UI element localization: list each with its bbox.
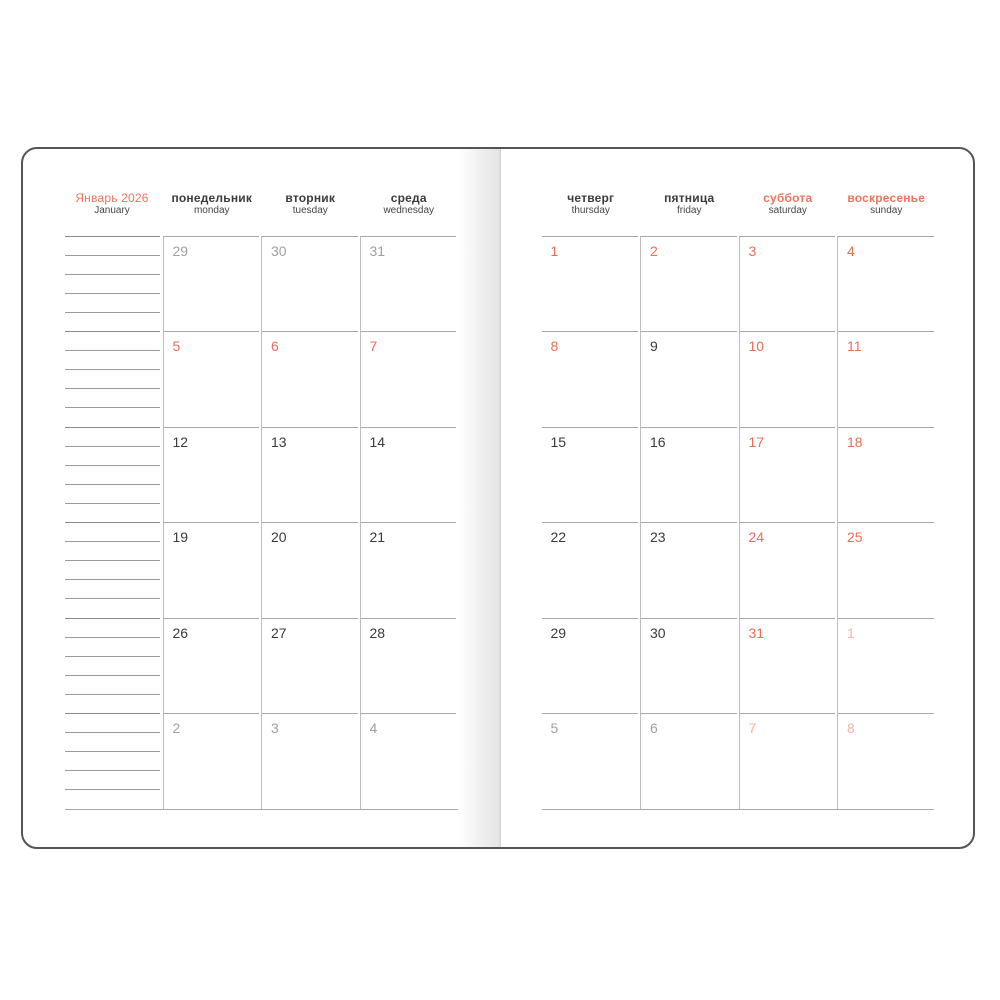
day-cell[interactable] [640, 331, 737, 427]
weekday-header-saturday [739, 192, 838, 216]
day-cell[interactable] [163, 618, 260, 714]
day-cell[interactable] [261, 236, 358, 332]
day-cell[interactable] [739, 522, 836, 618]
weekday-header-wednesday [360, 192, 459, 216]
day-cell[interactable] [163, 713, 260, 809]
weekday-name-en: wednesday [383, 205, 435, 216]
weekday-name: воскресенье [847, 191, 926, 205]
day-cell[interactable] [542, 618, 639, 714]
day-number: 8 [847, 720, 855, 736]
day-number: 11 [847, 338, 862, 354]
weekday-name-en: saturday [768, 205, 807, 216]
note-line [65, 598, 160, 599]
day-cell[interactable] [739, 236, 836, 332]
month-title: Январь 2026 [75, 191, 149, 205]
day-number: 3 [271, 720, 279, 736]
note-line [65, 331, 160, 332]
note-line [65, 656, 160, 657]
day-number: 5 [172, 338, 181, 354]
day-number: 2 [172, 720, 181, 736]
day-cell[interactable] [360, 236, 457, 332]
day-cell[interactable] [360, 522, 457, 618]
day-number: 30 [271, 242, 287, 259]
day-cell[interactable] [360, 331, 457, 427]
day-cell[interactable] [542, 427, 639, 523]
day-number: 3 [748, 242, 757, 259]
day-number: 30 [650, 624, 666, 641]
day-cell[interactable] [837, 427, 934, 523]
week-notes[interactable] [65, 331, 160, 427]
day-cell[interactable] [739, 427, 836, 523]
note-line [65, 579, 160, 580]
day-cell[interactable] [640, 618, 737, 714]
day-cell[interactable] [163, 427, 260, 523]
weekday-name-en: sunday [870, 205, 903, 216]
month-subtitle: January [94, 205, 130, 216]
note-line [65, 618, 160, 619]
day-number: 13 [271, 433, 287, 450]
note-line [65, 770, 160, 771]
week-notes[interactable] [65, 713, 160, 809]
weekday-name: вторник [285, 191, 336, 205]
note-line [65, 312, 160, 313]
day-number: 16 [650, 433, 666, 450]
day-number: 12 [172, 433, 189, 450]
day-cell[interactable] [837, 522, 934, 618]
day-number: 21 [369, 529, 386, 545]
day-number: 4 [847, 242, 855, 259]
day-number: 31 [748, 624, 765, 641]
day-cell[interactable] [261, 713, 358, 809]
day-cell[interactable] [542, 713, 639, 809]
weekday-name: среда [390, 191, 427, 205]
day-cell[interactable] [261, 427, 358, 523]
weekday-name: суббота [763, 191, 813, 205]
day-cell[interactable] [837, 618, 934, 714]
day-number: 14 [369, 433, 386, 450]
day-number: 28 [369, 624, 386, 641]
day-number: 1 [847, 624, 855, 641]
note-line [65, 484, 160, 485]
day-cell[interactable] [739, 618, 836, 714]
day-number: 29 [550, 624, 567, 641]
note-line [65, 236, 160, 237]
note-line [65, 637, 160, 638]
month-header [65, 192, 160, 216]
gutter-edge [500, 149, 501, 847]
note-line [65, 255, 160, 256]
weekday-name: понедельник [171, 191, 253, 205]
day-cell[interactable] [542, 236, 639, 332]
week-notes[interactable] [65, 427, 160, 523]
day-number: 6 [650, 720, 658, 736]
weekday-name-en: thursday [571, 205, 610, 216]
note-line [65, 751, 160, 752]
day-cell[interactable] [739, 713, 836, 809]
page-gutter [459, 149, 501, 847]
day-cell[interactable] [837, 331, 934, 427]
weekday-name-en: tuesday [292, 205, 328, 216]
weekday-header-tuesday [261, 192, 360, 216]
bottom-rule-left [65, 809, 459, 810]
day-number: 29 [172, 242, 189, 259]
day-cell[interactable] [261, 522, 358, 618]
note-line [65, 560, 160, 561]
day-cell[interactable] [261, 618, 358, 714]
note-line [65, 503, 160, 504]
week-notes[interactable] [65, 236, 160, 332]
weekday-header-sunday [837, 192, 936, 216]
day-number: 9 [650, 338, 658, 354]
note-line [65, 732, 160, 733]
weekday-name-en: monday [193, 205, 230, 216]
day-cell[interactable] [739, 331, 836, 427]
day-number: 6 [271, 338, 279, 354]
note-line [65, 388, 160, 389]
note-line [65, 522, 160, 523]
note-line [65, 541, 160, 542]
day-number: 27 [271, 624, 287, 641]
day-cell[interactable] [640, 427, 737, 523]
note-line [65, 694, 160, 695]
day-cell[interactable] [163, 236, 260, 332]
note-line [65, 446, 160, 447]
day-cell[interactable] [163, 522, 260, 618]
day-cell[interactable] [837, 236, 934, 332]
note-line [65, 713, 160, 714]
weekday-name: четверг [567, 191, 615, 205]
day-cell[interactable] [360, 427, 457, 523]
day-number: 10 [748, 338, 765, 354]
day-number: 7 [369, 338, 378, 354]
day-cell[interactable] [640, 236, 737, 332]
day-number: 22 [550, 529, 567, 545]
day-number: 5 [550, 720, 559, 736]
note-line [65, 274, 160, 275]
planner-spread [21, 147, 975, 849]
weekday-header-monday [163, 192, 262, 216]
day-cell[interactable] [261, 331, 358, 427]
day-cell[interactable] [542, 522, 639, 618]
weekday-header-friday [640, 192, 739, 216]
day-number: 2 [650, 242, 658, 259]
day-cell[interactable] [640, 713, 737, 809]
note-line [65, 789, 160, 790]
weekday-name-en: friday [677, 205, 702, 216]
day-cell[interactable] [360, 713, 457, 809]
weekday-name: пятница [664, 191, 715, 205]
note-line [65, 675, 160, 676]
day-number: 31 [369, 242, 386, 259]
week-notes[interactable] [65, 522, 160, 618]
note-line [65, 293, 160, 294]
day-number: 26 [172, 624, 189, 641]
weekday-header-thursday [542, 192, 641, 216]
note-line [65, 369, 160, 370]
day-number: 8 [550, 338, 559, 354]
day-number: 7 [748, 720, 757, 736]
week-notes[interactable] [65, 618, 160, 714]
day-number: 18 [847, 433, 863, 450]
day-number: 1 [550, 242, 559, 259]
day-number: 17 [748, 433, 765, 450]
day-cell[interactable] [837, 713, 934, 809]
day-cell[interactable] [163, 331, 260, 427]
day-number: 4 [369, 720, 378, 736]
note-line [65, 427, 160, 428]
day-number: 25 [847, 529, 863, 545]
note-line [65, 407, 160, 408]
day-number: 24 [748, 529, 765, 545]
day-number: 15 [550, 433, 567, 450]
day-number: 23 [650, 529, 666, 545]
note-line [65, 465, 160, 466]
bottom-rule-right [542, 809, 934, 810]
note-line [65, 350, 160, 351]
day-number: 20 [271, 529, 287, 545]
day-cell[interactable] [640, 522, 737, 618]
day-number: 19 [172, 529, 189, 545]
day-cell[interactable] [542, 331, 639, 427]
day-cell[interactable] [360, 618, 457, 714]
